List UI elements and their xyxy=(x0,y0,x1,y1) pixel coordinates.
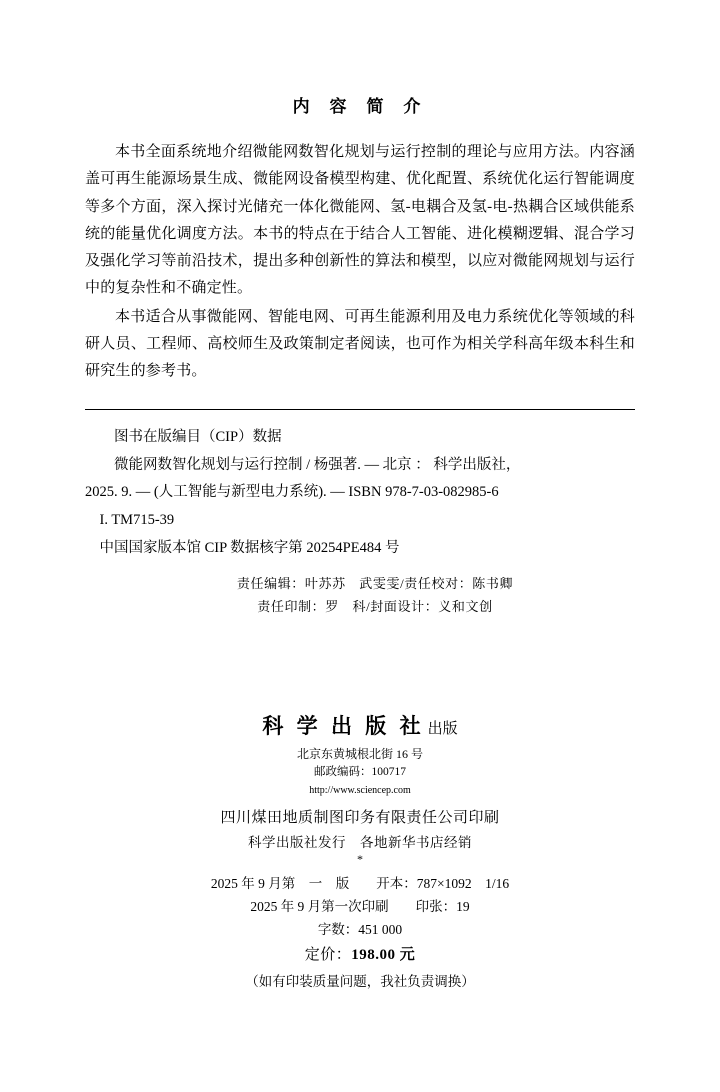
cip-line-archive: 中国国家版本馆 CIP 数据核字第 20254PE484 号 xyxy=(99,539,400,556)
abstract-paragraph-1: 本书全面系统地介绍微能网数智化规划与运行控制的理论与应用方法。内容涵盖可再生能源场景生成、微能网设备模型构建、优化配置、系统优化运行智能调度等多个方面，深入探讨光储充一体化微能网、氢-电耦合及氢-电-热耦合区域供能系统的能量优化调度方法。本书的特点在于结合人工智能、进化模糊逻辑、混合学习及强化学习等前沿技术，提出多种创新性的算法和模型，以应对微能网规划与运行中的复杂性和不确定性。 xyxy=(85,144,635,297)
word-count-line: 字数：451 000 xyxy=(317,922,403,938)
credits-section xyxy=(85,573,635,619)
publisher-section xyxy=(85,710,635,866)
cip-heading: 图书在版编目（CIP）数据 xyxy=(114,428,282,445)
publisher-url: http://www.sciencep.com xyxy=(309,784,411,796)
printer-line: 四川煤田地质制图印务有限责任公司印刷 xyxy=(220,809,500,826)
printing-details xyxy=(85,872,635,994)
publisher-name xyxy=(85,710,635,740)
credits-editor-line: 责任编辑：叶苏苏 武雯雯/责任校对：陈书卿 xyxy=(236,575,514,591)
price-value: 198.00 元 xyxy=(351,947,416,964)
publisher-name-text: 科 学 出 版 社 xyxy=(262,713,424,739)
publisher-postcode: 邮政编码：100717 xyxy=(314,765,406,778)
print-run-line: 2025 年 9 月第一次印刷 印张：19 xyxy=(250,898,470,914)
publisher-address: 北京东黄城根北街 16 号 xyxy=(296,747,423,762)
distribution-line: 科学出版社发行 各地新华书店经销 xyxy=(248,834,472,850)
cip-line-title: 微能网数智化规划与运行控制 / 杨强著. — 北京 ： 科学出版社， xyxy=(114,456,521,473)
page-title: 内 容 简 介 xyxy=(292,97,428,117)
separator-asterisk: * xyxy=(357,851,363,866)
publisher-name-suffix: 出版 xyxy=(427,719,458,738)
abstract-paragraph-2: 本书适合从事微能网、智能电网、可再生能源利用及电力系统优化等领域的科研人员、工程师、高校师生及政策制定者阅读，也可作为相关学科高年级本科生和研究生的参考书。 xyxy=(85,308,635,380)
price-line xyxy=(85,943,635,969)
cip-line-class: I. TM715-39 xyxy=(99,512,175,529)
edition-line: 2025 年 9 月第 一 版 开本：787×1092 1/16 xyxy=(210,875,510,891)
abstract-section xyxy=(85,139,635,386)
credits-printing-line: 责任印制：罗 科/封面设计：义和文创 xyxy=(257,598,493,614)
price-label: 定价： xyxy=(304,947,352,964)
cip-section xyxy=(85,424,635,563)
quality-note: （如有印装质量问题，我社负责调换） xyxy=(245,974,475,990)
book-copyright-page xyxy=(0,92,720,1092)
cip-line-isbn: 2025. 9. — (人工智能与新型电力系统). — ISBN 978-7-03-082985-6 xyxy=(85,484,499,501)
divider xyxy=(85,409,635,410)
